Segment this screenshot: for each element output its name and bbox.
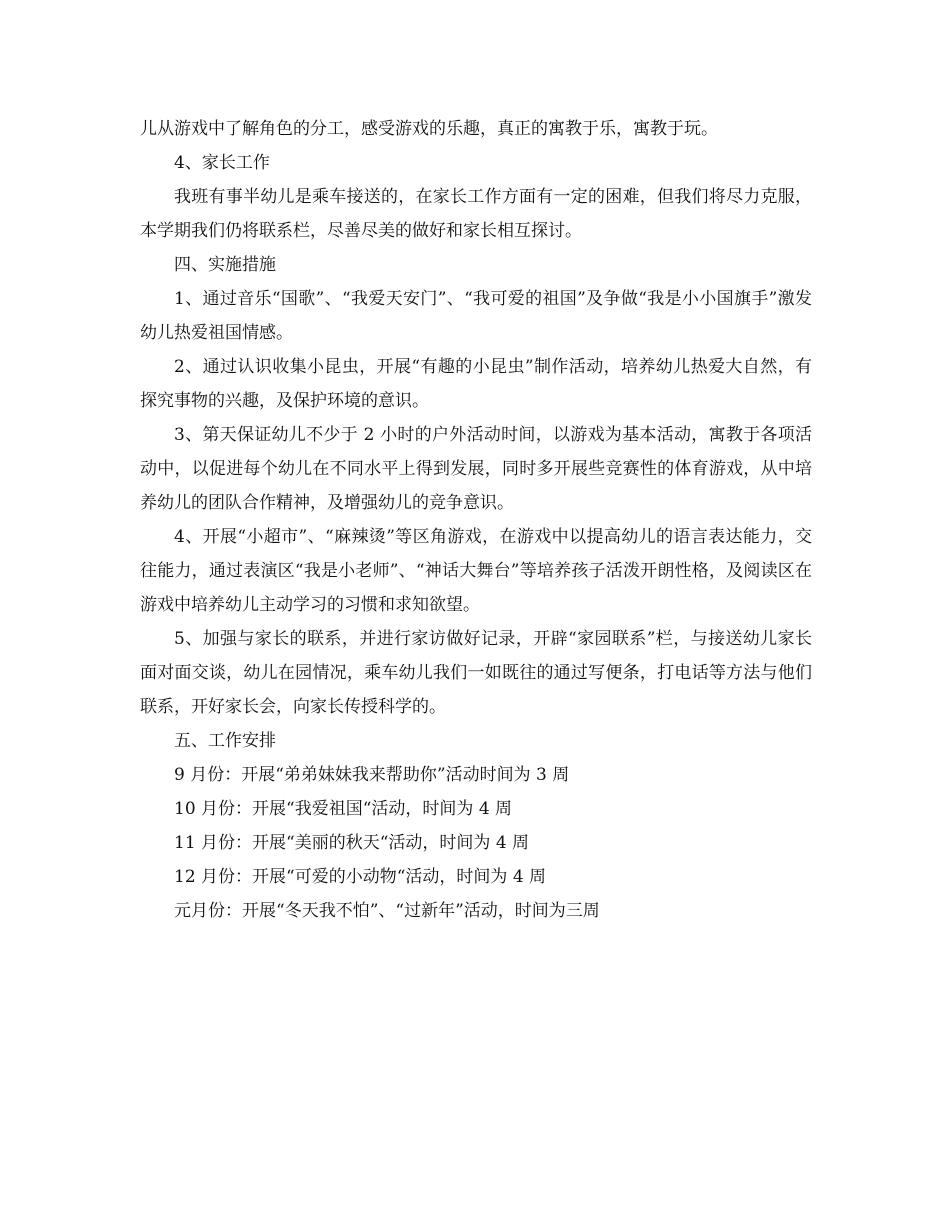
measure-item-3: 3、第天保证幼儿不少于 2 小时的户外活动时间，以游戏为基本活动，寓教于各项活动中，以促进每个幼儿在不同水平上得到发展，同时多开展些竞赛性的体育游戏，从中培养幼儿的团队合作精神，及增强幼儿的竞争意识。 bbox=[140, 425, 812, 513]
schedule-item-november: 11 月份：开展“美丽的秋天“活动，时间为 4 周 bbox=[174, 833, 530, 853]
schedule-item-september: 9 月份：开展“弟弟妹妹我来帮助你”活动时间为 3 周 bbox=[174, 765, 570, 785]
schedule-heading: 五、工作安排 bbox=[174, 731, 276, 751]
schedule-item-december: 12 月份：开展“可爱的小动物“活动，时间为 4 周 bbox=[174, 867, 547, 887]
schedule-item-january: 元月份：开展“冬天我不怕”、“过新年”活动，时间为三周 bbox=[174, 901, 600, 921]
measure-item-2: 2、通过认识收集小昆虫，开展“有趣的小昆虫”制作活动，培养幼儿热爱大自然，有探究事物的兴趣，及保护环境的意识。 bbox=[140, 357, 812, 411]
document-body bbox=[140, 112, 812, 928]
measure-item-1: 1、通过音乐“国歌”、“我爱天安门”、“我可爱的祖国”及争做“我是小小国旗手”激发幼儿热爱祖国情感。 bbox=[140, 289, 812, 343]
continuation-paragraph: 儿从游戏中了解角色的分工，感受游戏的乐趣，真正的寓教于乐，寓教于玩。 bbox=[140, 119, 718, 139]
parent-work-heading: 4、家长工作 bbox=[174, 153, 270, 173]
measures-heading: 四、实施措施 bbox=[174, 255, 276, 275]
measure-item-5: 5、加强与家长的联系，并进行家访做好记录，开辟“家园联系”栏，与接送幼儿家长面对面交谈，幼儿在园情况，乘车幼儿我们一如既往的通过写便条，打电话等方法与他们联系，开好家长会，向家长传授科学的。 bbox=[140, 629, 812, 717]
parent-work-paragraph: 我班有事半幼儿是乘车接送的，在家长工作方面有一定的困难，但我们将尽力克服，本学期我们仍将联系栏，尽善尽美的做好和家长相互探讨。 bbox=[140, 187, 812, 241]
schedule-item-october: 10 月份：开展“我爱祖国“活动，时间为 4 周 bbox=[174, 799, 513, 819]
measure-item-4: 4、开展“小超市”、“麻辣烫”等区角游戏，在游戏中以提高幼儿的语言表达能力，交往能力，通过表演区“我是小老师”、“神话大舞台”等培养孩子活泼开朗性格，及阅读区在游戏中培养幼儿主动学习的习惯和求知欲望。 bbox=[140, 527, 812, 615]
